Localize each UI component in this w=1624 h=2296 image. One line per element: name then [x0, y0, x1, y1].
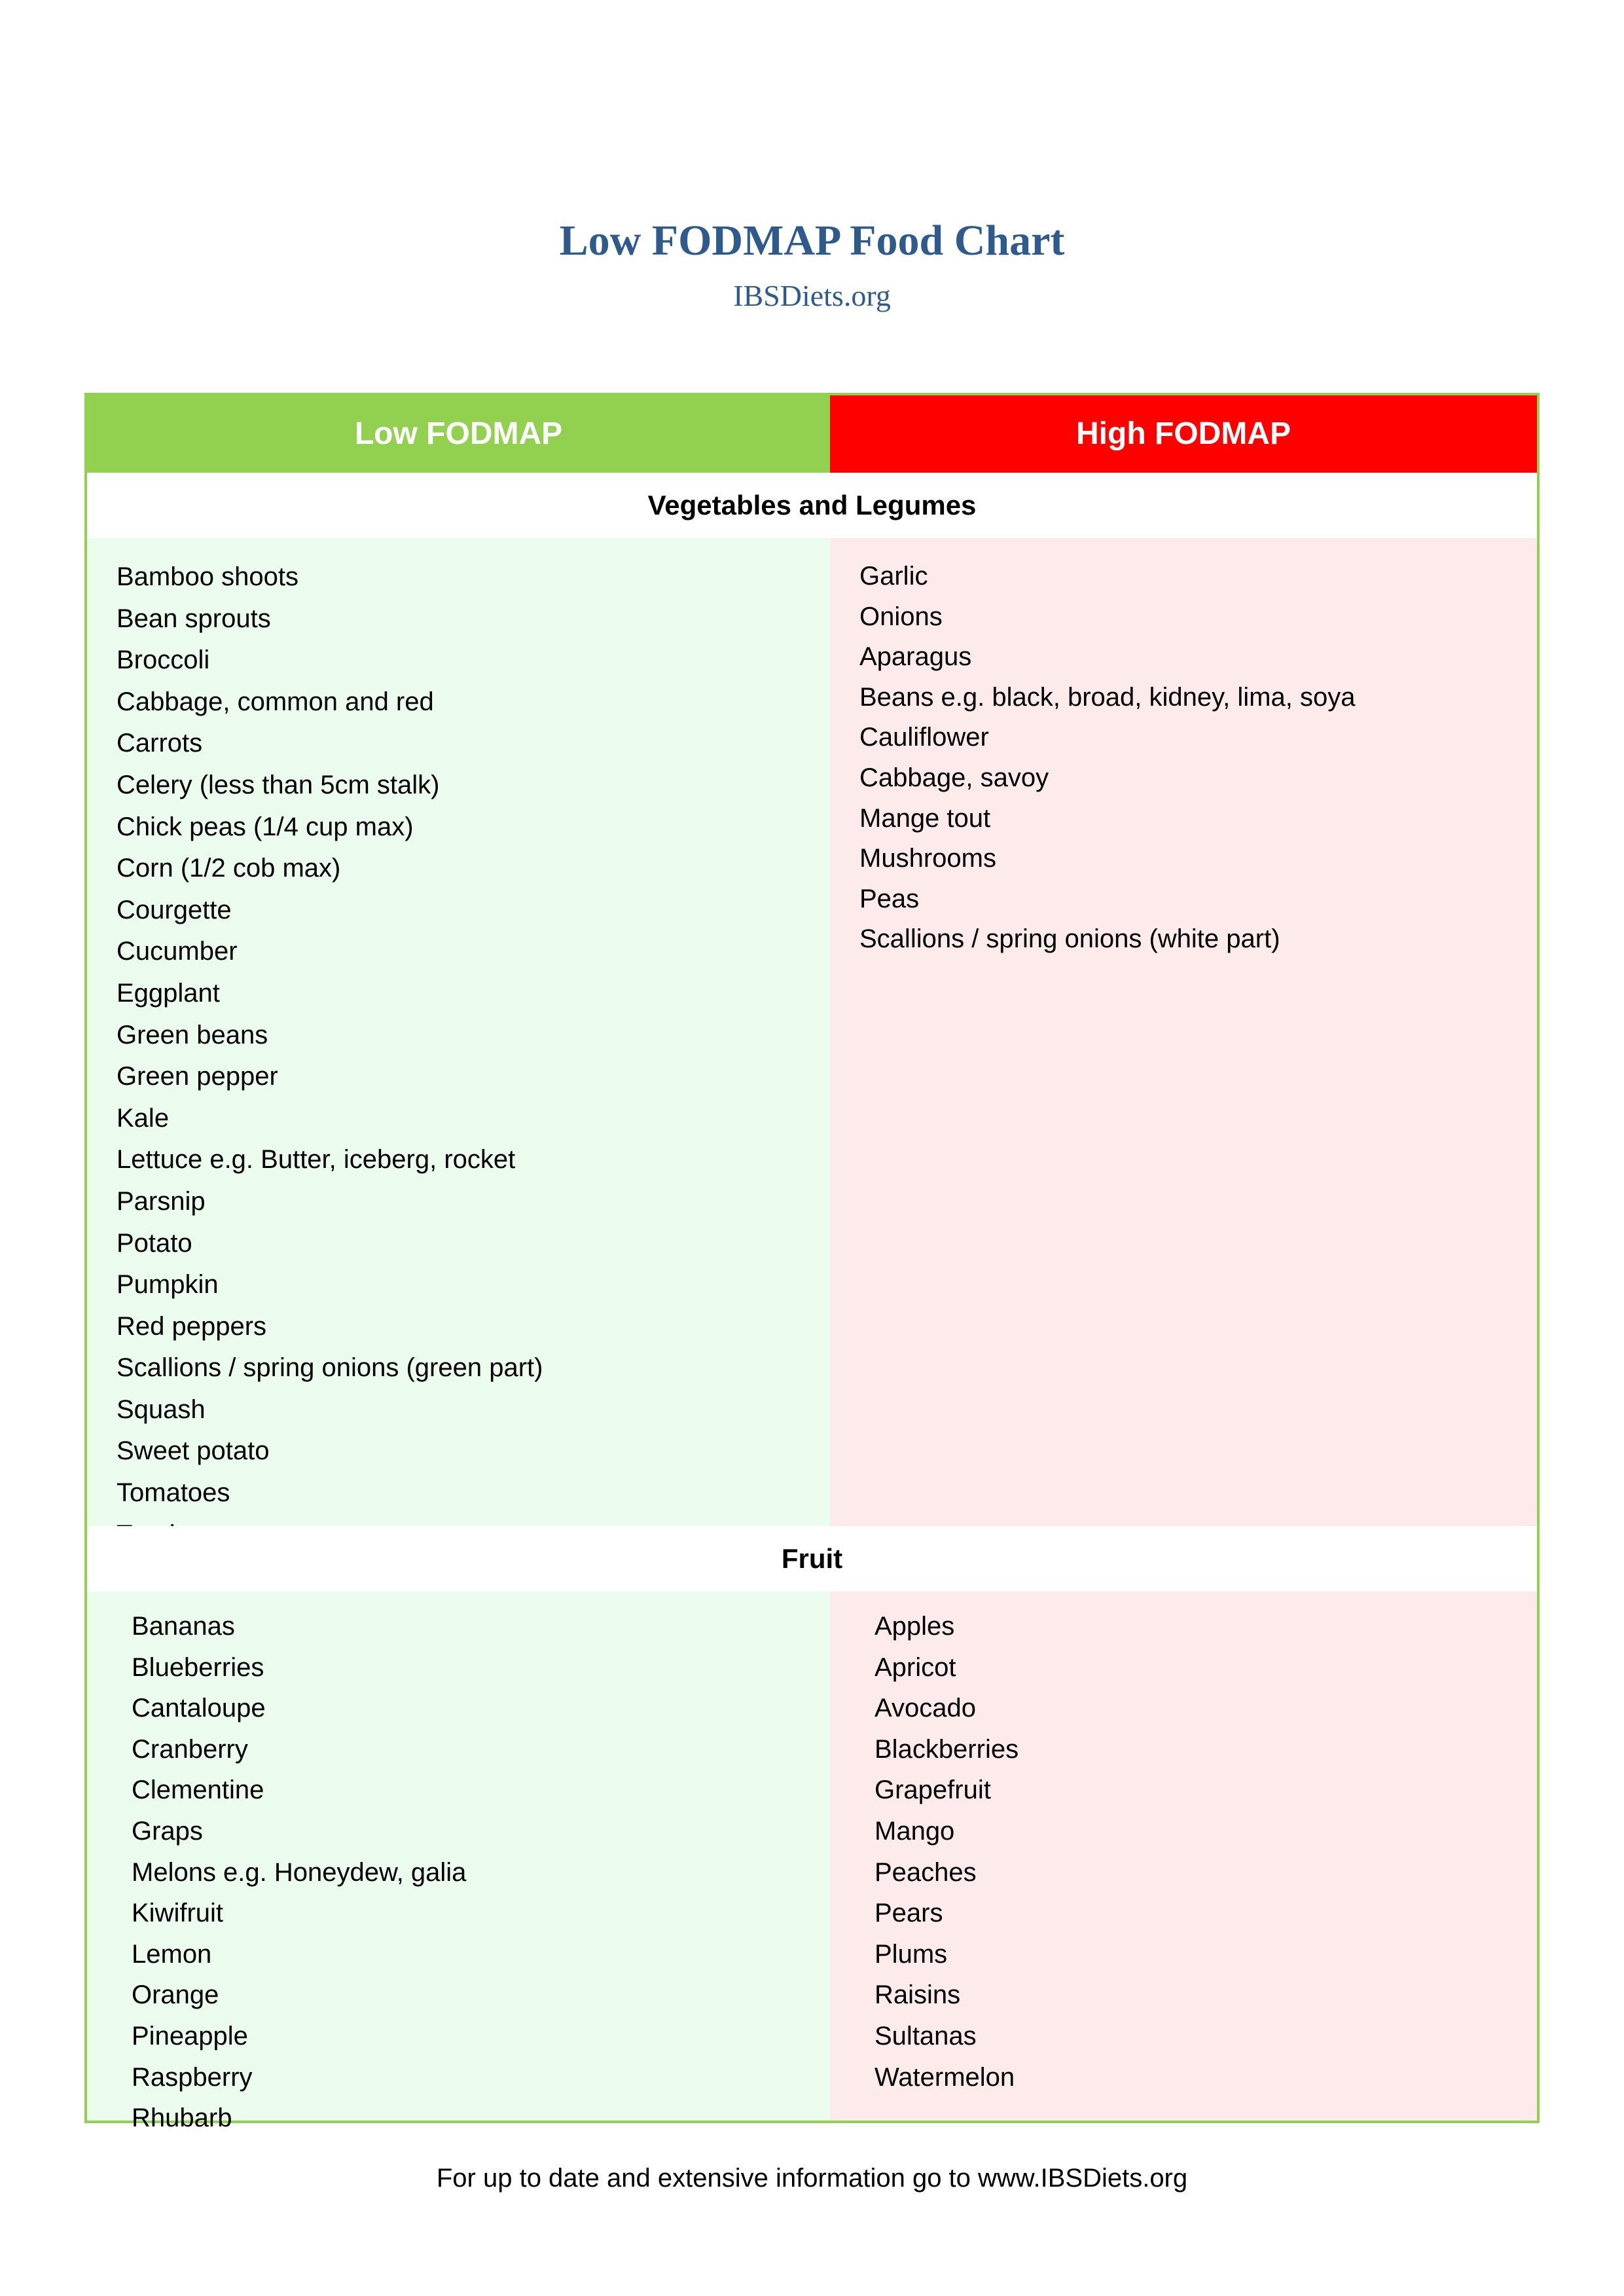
- food-item: Cantaloupe: [132, 1694, 266, 1723]
- food-item: Sultanas: [875, 2021, 977, 2050]
- food-item: Raspberry: [132, 2062, 253, 2092]
- food-item: Avocado: [875, 1694, 976, 1723]
- food-item: Blueberries: [132, 1652, 264, 1682]
- food-item: Mango: [875, 1816, 955, 1846]
- food-item: Green pepper: [117, 1062, 278, 1091]
- food-item: Sweet potato: [117, 1436, 270, 1466]
- food-item: Blackberries: [875, 1734, 1019, 1764]
- footer-note: For up to date and extensive information go to www.IBSDiets.org: [436, 2164, 1188, 2193]
- food-item: Red peppers: [117, 1311, 267, 1341]
- fruit-low-panel: [87, 1592, 830, 2133]
- food-item: Orange: [132, 1980, 219, 2010]
- food-item: Kiwifruit: [132, 1899, 224, 1928]
- food-item: Bean sprouts: [117, 604, 271, 633]
- food-item: Peas: [859, 884, 920, 913]
- food-item: Grapefruit: [875, 1776, 991, 1805]
- food-item: Peaches: [875, 1857, 977, 1887]
- food-item: Mange tout: [859, 803, 991, 833]
- food-item: Pears: [875, 1899, 943, 1928]
- vegetables-low-panel: [87, 538, 830, 1526]
- vegetables-high-list: [830, 538, 1537, 960]
- food-item: Eggplant: [117, 978, 220, 1008]
- food-item: Parsnip: [117, 1186, 206, 1216]
- food-item: Watermelon: [875, 2062, 1015, 2092]
- fruit-high-panel: [830, 1592, 1537, 2121]
- food-item: Cabbage, common and red: [117, 687, 434, 716]
- food-item: Carrots: [117, 729, 203, 758]
- food-item: Clementine: [132, 1776, 264, 1805]
- food-item: Apples: [875, 1612, 955, 1641]
- food-item: Cucumber: [117, 937, 238, 966]
- page-title: Low FODMAP Food Chart: [559, 217, 1065, 264]
- fruit-section-title: Fruit: [87, 1526, 1537, 1592]
- food-item: Cauliflower: [859, 723, 989, 752]
- food-item: Tomatoes: [117, 1478, 230, 1508]
- food-item: Pumpkin: [117, 1270, 219, 1300]
- low-fodmap-header: Low FODMAP: [87, 395, 830, 473]
- vegetables-high-panel: [830, 538, 1537, 1526]
- fruit-high-list: [830, 1592, 1537, 2098]
- food-item: Bananas: [132, 1612, 235, 1641]
- food-item: Potato: [117, 1228, 192, 1258]
- food-item: Garlic: [859, 562, 928, 591]
- food-item: Rhubarb: [132, 2104, 232, 2133]
- food-item: Apricot: [875, 1652, 956, 1682]
- food-item: Broccoli: [117, 646, 210, 675]
- food-item: Green beans: [117, 1020, 268, 1049]
- vegetables-low-list: [87, 538, 830, 1556]
- food-item: Scallions / spring onions (white part): [859, 924, 1280, 954]
- food-item: Lemon: [132, 1939, 212, 1969]
- food-item: Celery (less than 5cm stalk): [117, 770, 440, 799]
- food-item: Courgette: [117, 895, 232, 924]
- food-item: Corn (1/2 cob max): [117, 854, 341, 883]
- food-item: Graps: [132, 1816, 203, 1846]
- food-item: Pineapple: [132, 2021, 248, 2050]
- food-item: Melons e.g. Honeydew, galia: [132, 1857, 467, 1887]
- food-item: Bamboo shoots: [117, 562, 298, 591]
- food-item: Cabbage, savoy: [859, 763, 1049, 792]
- food-item: Raisins: [875, 1980, 961, 2010]
- food-item: Squash: [117, 1394, 206, 1424]
- food-item: Plums: [875, 1939, 948, 1969]
- fodmap-table: [84, 393, 1540, 2133]
- page-subtitle: IBSDiets.org: [733, 279, 891, 312]
- vegetables-section-title: Vegetables and Legumes: [87, 473, 1537, 538]
- fruit-low-list: [87, 1592, 830, 2139]
- food-item: Cranberry: [132, 1734, 248, 1764]
- food-item: Lettuce e.g. Butter, iceberg, rocket: [117, 1145, 516, 1175]
- high-fodmap-header: High FODMAP: [830, 395, 1537, 473]
- food-item: Beans e.g. black, broad, kidney, lima, soya: [859, 682, 1356, 712]
- food-item: Kale: [117, 1103, 170, 1133]
- food-item: Scallions / spring onions (green part): [117, 1353, 543, 1383]
- food-item: Chick peas (1/4 cup max): [117, 812, 414, 841]
- food-item: Aparagus: [859, 642, 972, 672]
- food-item: Mushrooms: [859, 844, 996, 873]
- food-item: Onions: [859, 602, 943, 631]
